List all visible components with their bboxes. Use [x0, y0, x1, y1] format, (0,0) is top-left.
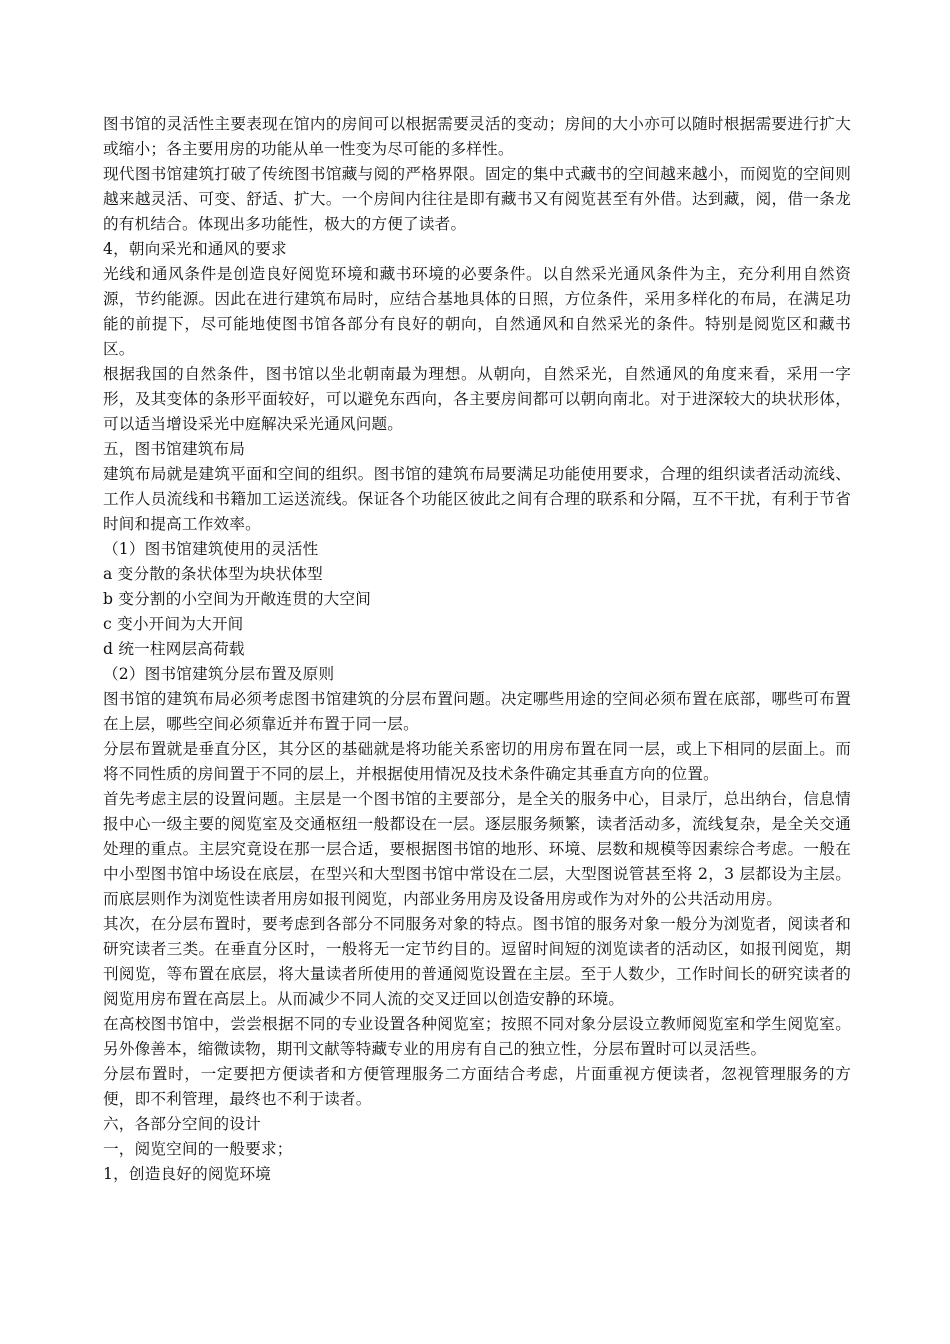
heading-building-layout: 五，图书馆建筑布局 [103, 440, 246, 458]
paragraph-modern-library: 现代图书馆建筑打破了传统图书馆藏与阅的严格界限。固定的集中式藏书的空间越来越小，而阅览的空间则越来越灵活、可变、舒适、扩大。一个房间内往往是即有藏书又有阅览甚至有外借。达到藏，阅，借一条龙的有机结合。体现出多功能性，极大的方便了读者。 [103, 165, 851, 233]
list-item-b: b 变分割的小空间为开敞连贯的大空间 [103, 590, 372, 608]
paragraph-convenience-balance: 分层布置时，一定要把方便读者和方便管理服务二方面结合考虑，片面重视方便读者，忽视管理服务的方便，即不利管理，最终也不利于读者。 [103, 1065, 851, 1108]
paragraph-vertical-zoning: 分层布置就是垂直分区，其分区的基础就是将功能关系密切的用房布置在同一层，或上下相同的层面上。而将不同性质的房间置于不同的层上，并根据使用情况及技术条件确定其垂直方向的位置。 [103, 740, 851, 783]
heading-good-reading-environment: 1，创造良好的阅览环境 [103, 1165, 272, 1183]
heading-orientation-lighting: 4，朝向采光和通风的要求 [103, 240, 287, 258]
heading-space-design: 六，各部分空间的设计 [103, 1115, 261, 1133]
paragraph-natural-conditions: 根据我国的自然条件，图书馆以坐北朝南最为理想。从朝向，自然采光，自然通风的角度来看，采用一字形，及其变体的条形平面较好，可以避免东西向，各主要房间都可以朝向南北。对于进深较大的块状形体，可以适当增设采光中庭解决采光通风问题。 [103, 365, 851, 433]
document-body [103, 112, 851, 1187]
paragraph-service-objects: 其次，在分层布置时，要考虑到各部分不同服务对象的特点。图书馆的服务对象一般分为浏览者，阅读者和研究读者三类。在垂直分区时，一般将无一定节约目的。逗留时间短的浏览读者的活动区，如报刊阅览，期刊阅览，等布置在底层，将大量读者所使用的普通阅览设置在主层。至于人数少，工作时间长的研究读者的阅览用房布置在高层上。从而减少不同人流的交叉迂回以创造安静的环境。 [103, 915, 851, 1008]
subheading-floor-arrangement: （2）图书馆建筑分层布置及原则 [103, 665, 335, 683]
list-item-c: c 变小开间为大开间 [103, 615, 244, 633]
paragraph-main-floor: 首先考虑主层的设置问题。主层是一个图书馆的主要部分，是全关的服务中心，目录厅，总出纳台，信息情报中心一级主要的阅览室及交通枢纽一般都设在一层。逐层服务频繁，读者活动多，流线复杂，是全关交通处理的重点。主层究竟设在那一层合适，要根据图书馆的地形、环境、层数和规模等因素综合考虑。一般在中小型图书馆中场设在底层，在型兴和大型图书馆中常设在二层，大型图说管甚至将 2，3 层都设为主层。而底层则作为浏览性读者用房如报刊阅览，内部业务用房及设备用房或作为对外的公共活动用房。 [103, 790, 851, 908]
paragraph-university-library: 在高校图书馆中，尝尝根据不同的专业设置各种阅览室；按照不同对象分层设立教师阅览室和学生阅览室。另外像善本，缩微读物，期刊文献等特藏专业的用房有自己的独立性，分层布置时可以灵活些。 [103, 1015, 851, 1058]
heading-reading-space-requirements: 一，阅览空间的一般要求； [103, 1140, 293, 1158]
subheading-flexibility-of-use: （1）图书馆建筑使用的灵活性 [103, 540, 319, 558]
paragraph-layout-definition: 建筑布局就是建筑平面和空间的组织。图书馆的建筑布局要满足功能使用要求，合理的组织读者活动流线、工作人员流线和书籍加工运送流线。保证各个功能区彼此之间有合理的联系和分隔，互不干扰，有利于节省时间和提高工作效率。 [103, 465, 851, 533]
list-item-a: a 变分散的条状体型为块状体型 [103, 565, 323, 583]
paragraph-floor-arrangement-intro: 图书馆的建筑布局必须考虑图书馆建筑的分层布置问题。决定哪些用途的空间必须布置在底部，哪些可布置在上层，哪些空间必须靠近并布置于同一层。 [103, 690, 851, 733]
paragraph-flexibility: 图书馆的灵活性主要表现在馆内的房间可以根据需要灵活的变动；房间的大小亦可以随时根据需要进行扩大或缩小；各主要用房的功能从单一性变为尽可能的多样性。 [103, 115, 851, 158]
paragraph-lighting-ventilation: 光线和通风条件是创造良好阅览环境和藏书环境的必要条件。以自然采光通风条件为主，充分利用自然资源，节约能源。因此在进行建筑布局时，应结合基地具体的日照，方位条件，采用多样化的布局，在满足功能的前提下，尽可能地使图书馆各部分有良好的朝向，自然通风和自然采光的条件。特别是阅览区和藏书区。 [103, 265, 851, 358]
list-item-d: d 统一柱网层高荷载 [103, 640, 245, 658]
